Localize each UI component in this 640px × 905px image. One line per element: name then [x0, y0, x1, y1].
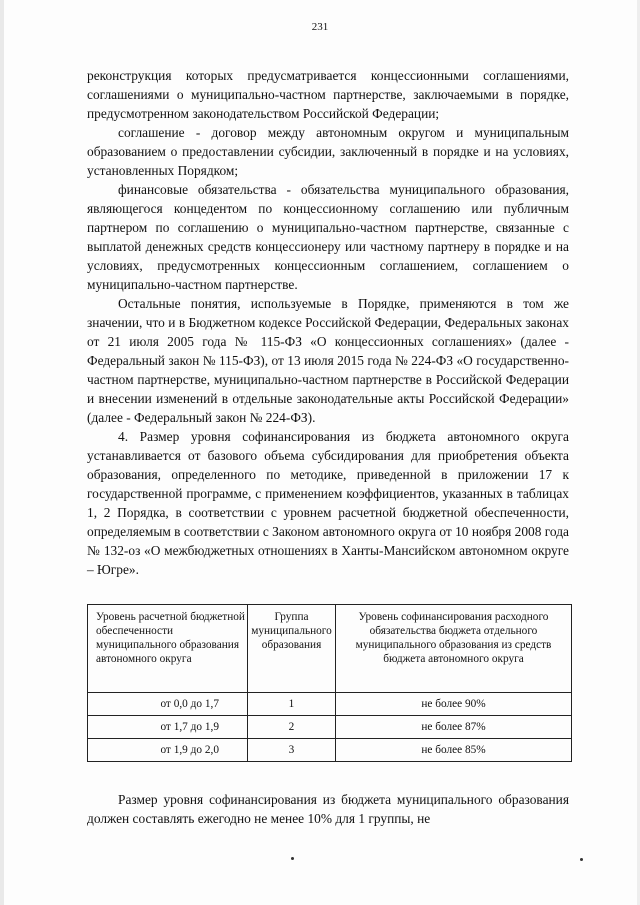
header-cofinancing-level: Уровень софинансирования расходного обязательства бюджета отдельного муниципального образования из средств бюджета автономного округа: [336, 605, 572, 693]
table-row: [88, 693, 572, 716]
table-row: [88, 716, 572, 739]
table-cell-level: не более 90%: [336, 693, 572, 716]
header-group: Группа муниципального образования: [248, 605, 336, 693]
table-cell-range: от 1,7 до 1,9: [88, 716, 248, 739]
table-cell-group: 3: [248, 739, 336, 762]
scan-edge-left: [0, 0, 4, 905]
body-text-top: [87, 66, 569, 579]
table-cell-level: не более 87%: [336, 716, 572, 739]
table-cell-group: 2: [248, 716, 336, 739]
table-row: [88, 739, 572, 762]
paragraph-item-4: 4. Размер уровня софинансирования из бюджета автономного округа устанавливается от базового объема субсидирования для приобретения объекта образования, определенного по методике, приведенной в приложении 17 к государственной программе, с применением коэффициентов, указанных в таблицах 1, 2 Порядка, в соответствии с уровнем расчетной бюджетной обеспеченности, определяемым в соответствии с Законом автономного округа от 10 ноября 2008 года № 132-оз «О межбюджетных отношениях в Ханты-Мансийском автономном округе – Югре».: [87, 429, 569, 577]
paragraph-definition-objects: реконструкция которых предусматривается концессионными соглашениями, соглашениями о муниципально-частном партнерстве, заключаемыми в порядке, предусмотренном законодательством Российской Федерации;: [87, 68, 569, 121]
table-cell-level: не более 85%: [336, 739, 572, 762]
paragraph-definition-obligations: финансовые обязательства - обязательства муниципального образования, являющегося концедентом по концессионному соглашению или публичным партнером по соглашению о муниципально-частном партнерстве, связанные с выплатой денежных средств концессионеру или частному партнеру в порядке и на условиях, предусмотренных концессионным соглашением, соглашением о муниципально-частном партнерстве.: [87, 182, 569, 292]
table-cell-range: от 1,9 до 2,0: [88, 739, 248, 762]
scan-speck: [580, 858, 583, 861]
cofinancing-table: [87, 604, 572, 762]
paragraph-other-terms: Остальные понятия, используемые в Порядке, применяются в том же значении, что и в Бюджетном кодексе Российской Федерации, Федеральных законах от 21 июля 2005 года № 115-ФЗ «О концессионных соглашениях» (далее - Федеральный закон № 115-ФЗ), от 13 июля 2015 года № 224-ФЗ «О государственно-частном партнерстве, муниципально-частном партнерстве в Российской Федерации и внесении изменений в отдельные законодательные акты Российской Федерации» (далее - Федеральный закон № 224-ФЗ).: [87, 296, 569, 425]
header-budget-level: Уровень расчетной бюджетной обеспеченности муниципального образования автономного округа: [88, 605, 248, 693]
table-cell-group: 1: [248, 693, 336, 716]
scan-speck: [291, 857, 294, 860]
table-cell-range: от 0,0 до 1,7: [88, 693, 248, 716]
paragraph-definition-agreement: соглашение - договор между автономным округом и муниципальным образованием о предоставлении субсидии, заключенный в порядке и на условиях, установленных Порядком;: [87, 125, 569, 178]
body-text-bottom: [87, 790, 569, 828]
page-number: 231: [311, 21, 329, 33]
paragraph-cofinancing-min: Размер уровня софинансирования из бюджета муниципального образования должен составлять ежегодно не менее 10% для 1 группы, не: [87, 792, 569, 826]
table-header-row: [88, 605, 572, 693]
